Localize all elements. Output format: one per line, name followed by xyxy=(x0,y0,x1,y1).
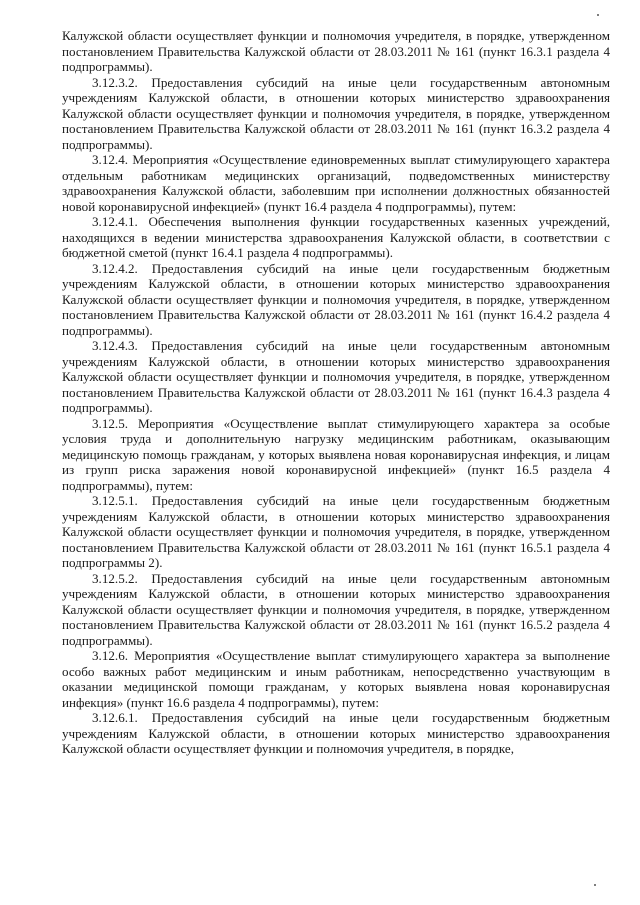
paragraph-3-12-5-2: 3.12.5.2. Предоставления субсидий на иные цели государственным автономным учреждениям Калужской области, в отношении которых министерство здравоохранения Калужской области осуществляет функции и полномочия учредителя, в порядке, утвержденном постановлением Правительства Калужской области от 28.03.2011 № 161 (пункт 16.5.2 раздела 4 подпрограммы). xyxy=(62,570,610,648)
scan-artifact xyxy=(594,884,596,886)
paragraph-3-12-6: 3.12.6. Мероприятия «Осуществление выплат стимулирующего характера за выполнение особо важных работ медицинским и иным работникам, непосредственно участвующим в оказании медицинской помощи гражданам, у которых выявлена новая коронавирусная инфекция» (пункт 16.6 раздела 4 подпрограммы), путем: xyxy=(62,648,610,710)
paragraph-3-12-4: 3.12.4. Мероприятия «Осуществление единовременных выплат стимулирующего характера отдельным работникам медицинских организаций, подведомственных министерству здравоохранения Калужской области, заболевшим при исполнении должностных обязанностей новой коронавирусной инфекцией» (пункт 16.4 раздела 4 подпрограммы), путем: xyxy=(62,152,610,214)
paragraph-3-12-4-2: 3.12.4.2. Предоставления субсидий на иные цели государственным бюджетным учреждениям Калужской области, в отношении которых министерство здравоохранения Калужской области осуществляет функции и полномочия учредителя, в порядке, утвержденном постановлением Правительства Калужской области от 28.03.2011 № 161 (пункт 16.4.2 раздела 4 подпрограммы). xyxy=(62,260,610,338)
paragraph-continuation: Калужской области осуществляет функции и полномочия учредителя, в порядке, утвержденном постановлением Правительства Калужской области от 28.03.2011 № 161 (пункт 16.3.1 раздела 4 подпрограммы). xyxy=(62,28,610,74)
paragraph-3-12-3-2: 3.12.3.2. Предоставления субсидий на иные цели государственным автономным учреждениям Калужской области, в отношении которых министерство здравоохранения Калужской области осуществляет функции и полномочия учредителя, в порядке, утвержденном постановлением Правительства Калужской области от 28.03.2011 № 161 (пункт 16.3.2 раздела 4 подпрограммы). xyxy=(62,74,610,152)
paragraph-3-12-6-1: 3.12.6.1. Предоставления субсидий на иные цели государственным бюджетным учреждениям Калужской области, в отношении которых министерство здравоохранения Калужской области осуществляет функции и полномочия учредителя, в порядке, xyxy=(62,710,610,756)
paragraph-3-12-5-1: 3.12.5.1. Предоставления субсидий на иные цели государственным бюджетным учреждениям Калужской области, в отношении которых министерство здравоохранения Калужской области осуществляет функции и полномочия учредителя, в порядке, утвержденном постановлением Правительства Калужской области от 28.03.2011 № 161 (пункт 16.5.1 раздела 4 подпрограммы 2). xyxy=(62,493,610,570)
scan-artifact xyxy=(597,14,599,16)
document-body xyxy=(62,28,610,757)
paragraph-3-12-4-1: 3.12.4.1. Обеспечения выполнения функции государственных казенных учреждений, находящихся в ведении министерства здравоохранения Калужской области, в соответствии с бюджетной сметой (пункт 16.4.1 раздела 4 подпрограммы). xyxy=(62,214,610,260)
paragraph-3-12-4-3: 3.12.4.3. Предоставления субсидий на иные цели государственным автономным учреждениям Калужской области, в отношении которых министерство здравоохранения Калужской области осуществляет функции и полномочия учредителя, в порядке, утвержденном постановлением Правительства Калужской области от 28.03.2011 № 161 (пункт 16.4.3 раздела 4 подпрограммы). xyxy=(62,338,610,415)
paragraph-3-12-5: 3.12.5. Мероприятия «Осуществление выплат стимулирующего характера за особые условия труда и дополнительную нагрузку медицинским работникам, оказывающим медицинскую помощь гражданам, у которых выявлена новая коронавирусная инфекция, и лицам из групп риска заражения новой коронавирусной инфекцией» (пункт 16.5 раздела 4 подпрограммы), путем: xyxy=(62,415,610,493)
